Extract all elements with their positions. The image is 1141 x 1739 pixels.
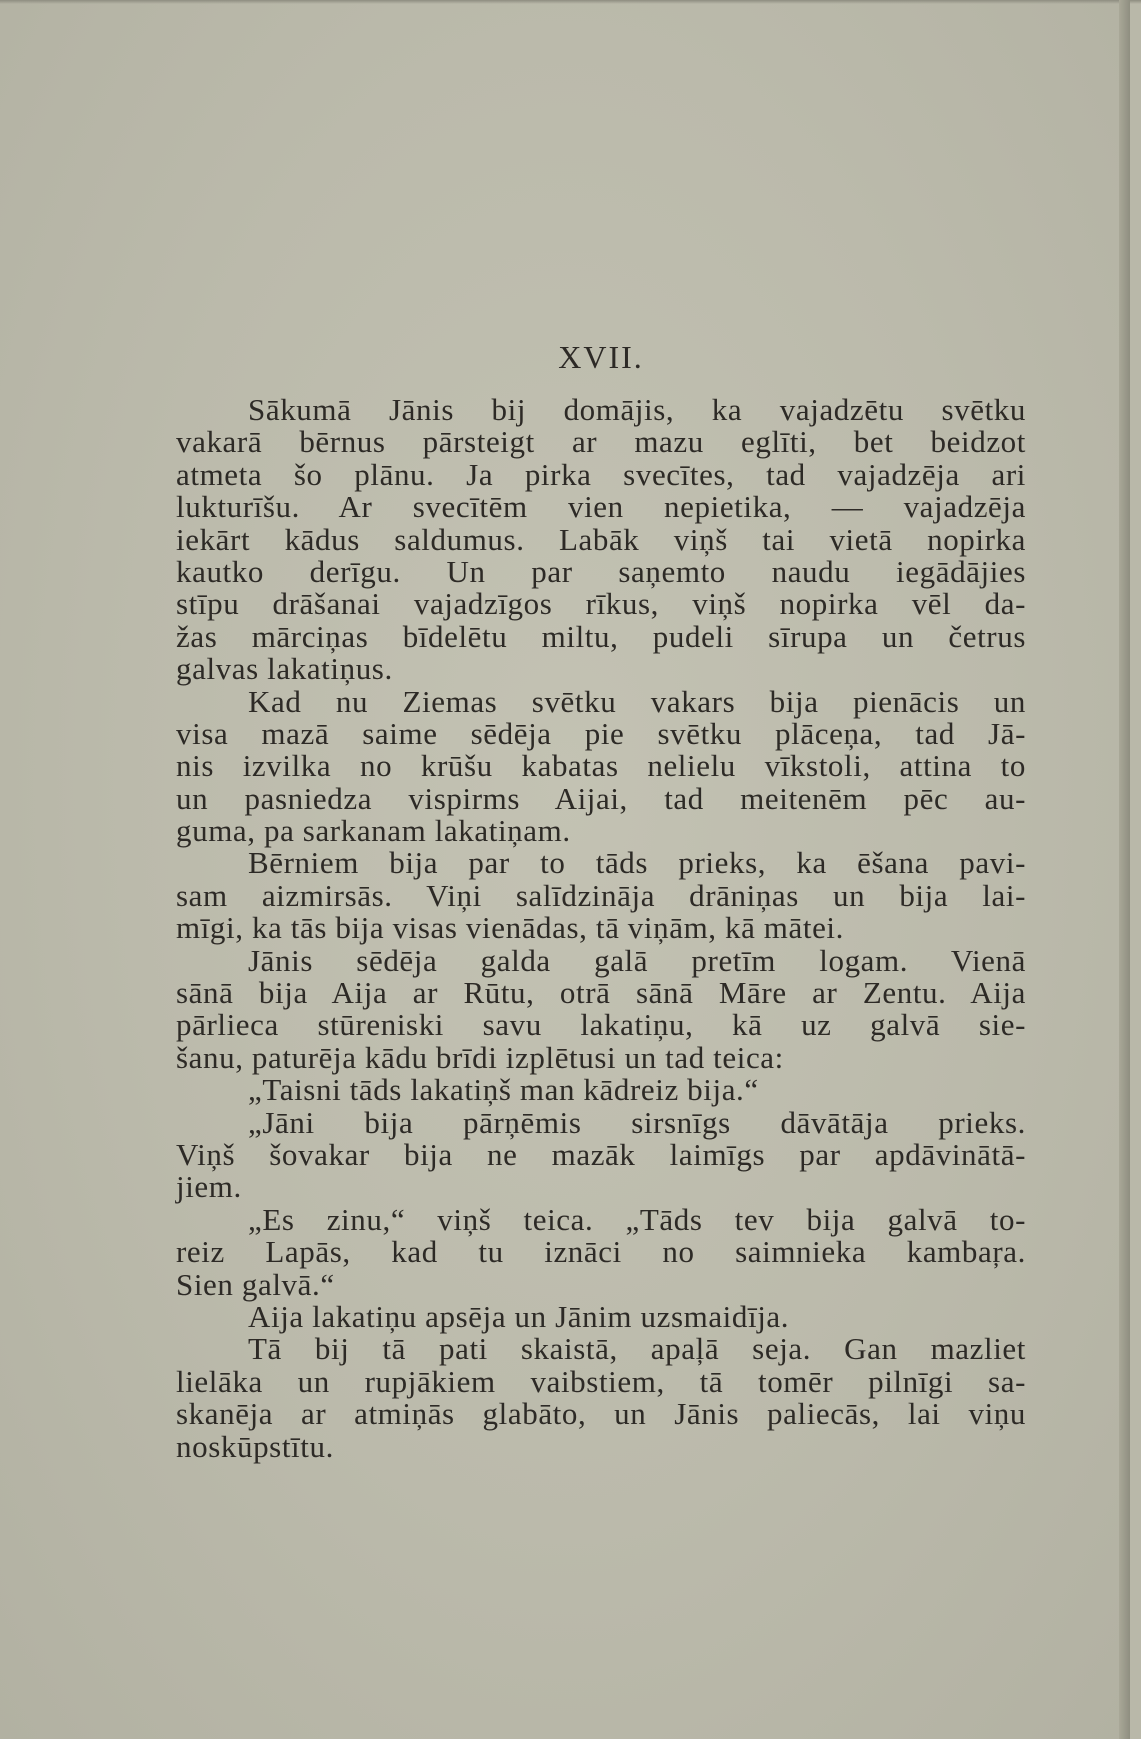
text-line: „Taisni tāds lakatiņš man kādreiz bija.“ [248, 1072, 759, 1108]
text-line: noskūpstītu. [176, 1428, 334, 1464]
text-line: reiz Lapās, kad tu iznāci no saimnieka kambaŗa. [176, 1234, 1026, 1270]
text-line: „Jāni bija pārņēmis sirsnīgs dāvātāja prieks. [248, 1104, 1026, 1140]
chapter-text [176, 338, 1026, 1463]
text-line: pārlieca stūreniski savu lakatiņu, kā uz galvā sie- [176, 1007, 1026, 1043]
text-line: žas mārciņas bīdelētu miltu, pudeli sīrupa un četrus [176, 618, 1026, 654]
text-line: skanēja ar atmiņās glabāto, un Jānis paliecās, lai viņu [176, 1396, 1026, 1432]
text-line: Aija lakatiņu apsēja un Jānim uzsmaidīja. [248, 1298, 790, 1334]
text-line: Viņš šovakar bija ne mazāk laimīgs par apdāvinātā- [176, 1136, 1026, 1172]
text-line: stīpu drāšanai vajadzīgos rīkus, viņš nopirka vēl da- [176, 586, 1026, 622]
text-line: Bērniem bija par to tāds prieks, ka ēšana pavi- [248, 845, 1026, 881]
text-line: kautko derīgu. Un par saņemto naudu iegādājies [176, 553, 1026, 589]
chapter-body [176, 394, 1026, 1463]
text-line: guma, pa sarkanam lakatiņam. [176, 813, 571, 849]
text-line: lielāka un rupjākiem vaibstiem, tā tomēr pilnīgi sa- [176, 1363, 1026, 1399]
text-line: Tā bij tā pati skaistā, apaļā seja. Gan mazliet [248, 1331, 1026, 1367]
text-line: Jānis sēdēja galda galā pretīm logam. Vienā [248, 942, 1026, 978]
text-line: iekārt kādus saldumus. Labāk viņš tai vietā nopirka [176, 521, 1026, 557]
text-line: Kad nu Ziemas svētku vakars bija pienācis un [248, 683, 1026, 719]
text-line: jiem. [176, 1169, 242, 1205]
text-line: sānā bija Aija ar Rūtu, otrā sānā Māre ar Zentu. Aija [176, 975, 1026, 1011]
text-line: atmeta šo plānu. Ja pirka svecītes, tad vajadzēja ari [176, 456, 1026, 492]
text-line: „Es zinu,“ viņš teica. „Tāds tev bija galvā to- [248, 1201, 1026, 1237]
text-line: nis izvilka no krūšu kabatas nelielu vīkstoli, attina to [176, 748, 1026, 784]
page-right-edge [1119, 0, 1130, 1739]
chapter-title: XVII. [558, 339, 644, 375]
text-line: un pasniedza vispirms Aijai, tad meitenēm pēc au- [176, 780, 1026, 816]
text-line: vakarā bērnus pārsteigt ar mazu eglīti, bet beidzot [176, 424, 1026, 460]
text-line: lukturīšu. Ar svecītēm vien nepietika, — vajadzēja [176, 489, 1026, 525]
text-line: Sien galvā.“ [176, 1266, 335, 1302]
text-line: mīgi, ka tās bija visas vienādas, tā viņām, kā mātei. [176, 910, 844, 946]
text-line: visa mazā saime sēdēja pie svētku plāceņa, tad Jā- [176, 715, 1026, 751]
page-top-edge [0, 0, 1141, 4]
text-line: sam aizmirsās. Viņi salīdzināja drāniņas un bija lai- [176, 877, 1026, 913]
text-line: šanu, paturēja kādu brīdi izplētusi un tad teica: [176, 1039, 784, 1075]
text-line: Sākumā Jānis bij domājis, ka vajadzētu svētku [248, 392, 1026, 427]
text-line: galvas lakatiņus. [176, 651, 393, 687]
